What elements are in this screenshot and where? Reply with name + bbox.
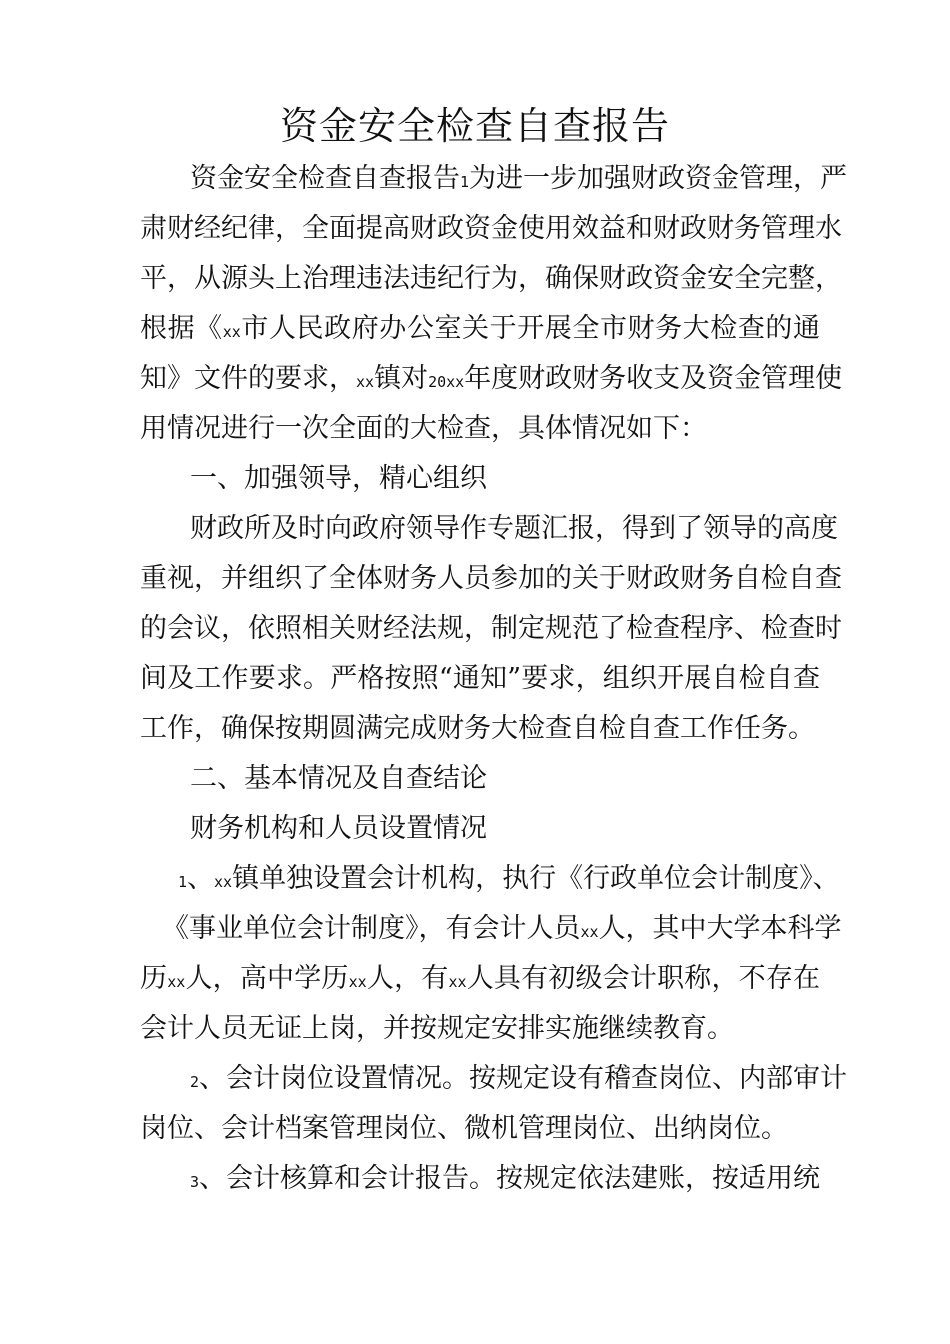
text-line	[190, 754, 490, 804]
text-segment: 人，有	[366, 963, 449, 994]
text-segment: 会计人员无证上岗，并按规定安排实施继续教育。	[140, 1013, 734, 1044]
text-segment: 镇对	[374, 363, 429, 394]
text-line	[140, 354, 843, 404]
text-line	[140, 954, 820, 1004]
text-segment: 平，从源头上治理违法违纪行为，确保财政资金安全完整，	[140, 263, 842, 294]
text-segment: 人，高中学历	[185, 963, 349, 994]
text-segment: 、会计核算和会计报告。按规定依法建账，按适用统	[199, 1163, 821, 1194]
text-segment: 二、基本情况及自查结论	[190, 763, 487, 794]
text-segment: 人具有初级会计职称，不存在	[466, 963, 821, 994]
text-segment: 年度财政财务收支及资金管理使	[464, 363, 843, 394]
text-line	[190, 504, 838, 554]
small-text-segment: 3	[190, 1173, 200, 1191]
text-line	[140, 254, 842, 304]
text-segment: 肃财经纪律，全面提高财政资金使用效益和财政财务管理水	[140, 213, 842, 244]
text-line	[140, 554, 842, 604]
text-segment: 的会议，依照相关财经法规，制定规范了检查程序、检查时	[140, 613, 842, 644]
small-text-segment: xx	[356, 373, 375, 391]
text-line	[178, 854, 840, 904]
text-segment: 人，其中大学本科学	[598, 913, 842, 944]
text-segment: 岗位、会计档案管理岗位、微机管理岗位、出纳岗位。	[140, 1113, 788, 1144]
small-text-segment: 2	[190, 1073, 200, 1091]
text-line	[162, 904, 842, 954]
text-line	[190, 154, 848, 204]
small-text-segment: xx	[214, 873, 233, 891]
text-segment: 一、加强领导，精心组织	[190, 463, 487, 494]
text-segment: 为进一步加强财政资金管理，严	[469, 163, 848, 194]
text-segment: 财政所及时向政府领导作专题汇报，得到了领导的高度	[190, 513, 838, 544]
text-line	[140, 1004, 734, 1054]
small-text-segment: xx	[348, 973, 367, 991]
text-segment: 根据《	[140, 313, 223, 344]
small-text-segment: 20xx	[428, 373, 465, 391]
text-line	[190, 1154, 821, 1204]
text-segment: 《事业单位会计制度》，有会计人员	[162, 913, 581, 944]
document-title: 资金安全检查自查报告	[279, 104, 670, 148]
small-text-segment: xx	[448, 973, 467, 991]
text-segment: 工作，确保按期圆满完成财务大检查自检自查工作任务。	[140, 713, 815, 744]
text-line	[190, 804, 490, 854]
text-line	[140, 654, 820, 704]
small-text-segment: xx	[167, 973, 186, 991]
text-segment: 重视，并组织了全体财务人员参加的关于财政财务自检自查	[140, 563, 842, 594]
text-line	[190, 454, 490, 504]
text-line	[140, 704, 815, 754]
text-line	[140, 304, 820, 354]
text-segment: 资金安全检查自查报告	[190, 163, 460, 194]
text-line	[140, 1104, 788, 1154]
text-line	[140, 404, 707, 454]
text-segment: 历	[140, 963, 168, 994]
small-text-segment: 1	[178, 873, 188, 891]
text-segment: 镇单独设置会计机构，执行《行政单位会计制度》、	[232, 863, 840, 894]
text-line	[140, 604, 842, 654]
text-segment: 、	[187, 863, 215, 894]
text-line	[140, 204, 842, 254]
text-segment: 财务机构和人员设置情况	[190, 813, 487, 844]
text-segment: 、会计岗位设置情况。按规定设有稽查岗位、内部审计	[199, 1063, 848, 1094]
small-text-segment: 1	[460, 173, 470, 191]
small-text-segment: xx	[222, 323, 241, 341]
text-line	[190, 1054, 848, 1104]
text-segment: 间及工作要求。严格按照“通知”要求，组织开展自检自查	[140, 663, 820, 694]
text-segment: 知》文件的要求，	[140, 363, 356, 394]
text-segment: 市人民政府办公室关于开展全市财务大检查的通	[240, 313, 821, 344]
small-text-segment: xx	[580, 923, 599, 941]
text-segment: 用情况进行一次全面的大检查，具体情况如下：	[140, 413, 707, 444]
